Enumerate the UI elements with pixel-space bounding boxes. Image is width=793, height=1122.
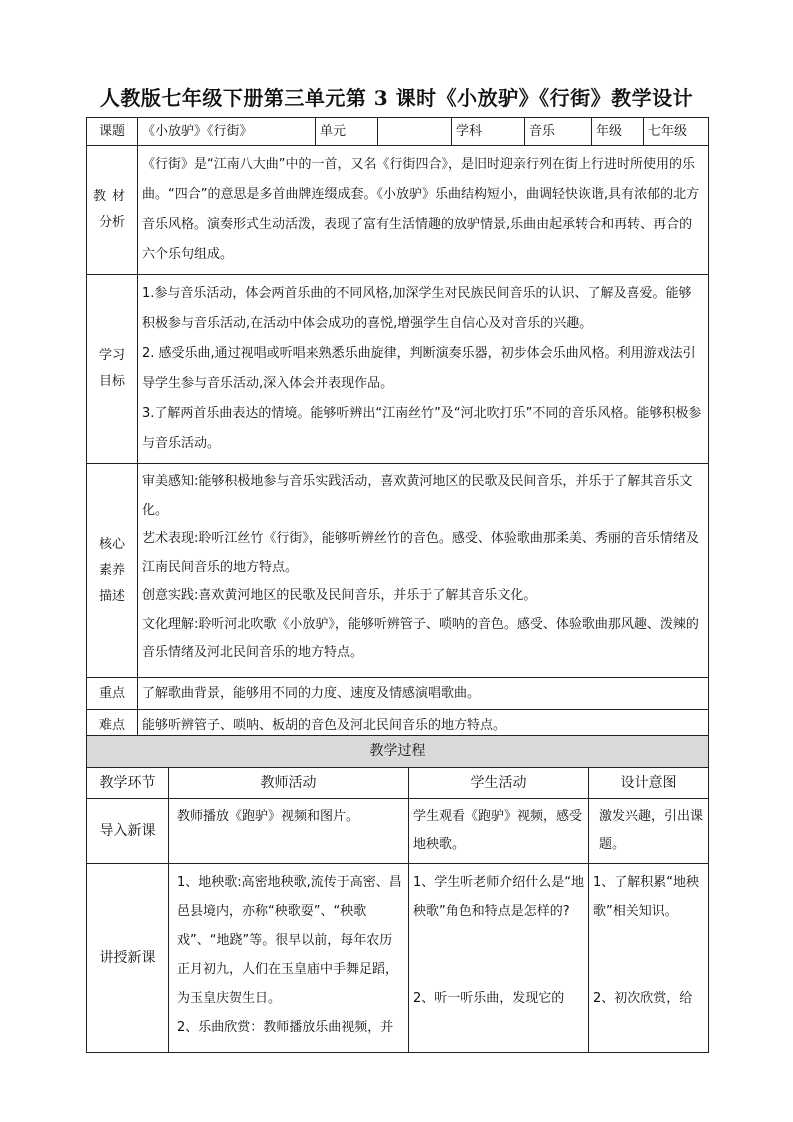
- design-intent: 激发兴趣，引出课题。: [589, 799, 709, 864]
- goal-item: 2. 感受乐曲,通过视唱或听唱来熟悉乐曲旋律，判断演奏乐器，初步体会乐曲风格。利用游戏法引导学生参与音乐活动,深入体会并表现作品。: [142, 346, 696, 391]
- goal-item: 1.参与音乐活动，体会两首乐曲的不同风格,加深学生对民族民间音乐的认识、了解及喜爱。能够积极参与音乐活动,在活动中体会成功的喜悦,增强学生自信心及对音乐的兴趣。: [142, 286, 692, 331]
- topic-value: 《小放驴》《行街》: [138, 118, 316, 146]
- key-point-text: 了解歌曲背景，能够用不同的力度、速度及情感演唱歌曲。: [138, 678, 709, 710]
- teacher-activity: 1、地秧歌:高密地秧歌,流传于高密、昌邑县境内，亦称“秧歌耍”、“秧歌戏”、“地跷”等。很早以前，每年农历正月初九，人们在玉皇庙中手舞足蹈，为玉皇庆贺生日。 2、乐曲欣赏：教师播放乐曲视频，并: [169, 864, 409, 1053]
- teaching-process-table: [86, 735, 709, 1053]
- literacy-item: 审美感知:能够积极地参与音乐实践活动，喜欢黄河地区的民歌及民间音乐，并乐于了解其音乐文化。: [142, 474, 693, 518]
- header-student: 学生活动: [409, 768, 589, 799]
- literacy-item: 创意实践:喜欢黄河地区的民歌及民间音乐，并乐于了解其音乐文化。: [142, 588, 537, 603]
- unit-value: [378, 118, 452, 146]
- analysis-label: 教材 分析: [87, 146, 138, 275]
- subject-value: 音乐: [525, 118, 592, 146]
- student-activity: 1、学生听老师介绍什么是“地秧歌”角色和特点是怎样的? 2、听一听乐曲，发现它的: [409, 864, 589, 1053]
- literacy-label: 核心 素养 描述: [87, 464, 138, 678]
- design-intent: 1、了解积累“地秧歌”相关知识。 2、初次欣赏，给: [589, 864, 709, 1053]
- subject-label: 学科: [452, 118, 525, 146]
- process-title: 教学过程: [87, 736, 709, 768]
- difficulty-label: 难点: [87, 710, 138, 742]
- student-activity: 学生观看《跑驴》视频，感受地秧歌。: [409, 799, 589, 864]
- unit-label: 单元: [316, 118, 378, 146]
- header-intent: 设计意图: [589, 768, 709, 799]
- table-row: [87, 799, 709, 864]
- literacy-item: 文化理解:聆听河北吹歌《小放驴》，能够听辨管子、唢呐的音色。感受、体验歌曲那风趣、泼辣的音乐情绪及河北民间音乐的地方特点。: [142, 616, 699, 660]
- goals-label: 学习 目标: [87, 275, 138, 464]
- header-teacher: 教师活动: [169, 768, 409, 799]
- goal-item: 3.了解两首乐曲表达的情境。能够听辨出“江南丝竹”及“河北吹打乐”不同的音乐风格。能够积极参与音乐活动。: [142, 406, 702, 451]
- goals-list: [138, 275, 709, 464]
- grade-label: 年级: [592, 118, 644, 146]
- teacher-activity: 教师播放《跑驴》视频和图片。: [169, 799, 409, 864]
- lesson-info-table: [86, 117, 709, 742]
- document-title: 人教版七年级下册第三单元第 3 课时《小放驴》《行街》教学设计: [99, 86, 694, 110]
- literacy-list: [138, 464, 709, 678]
- grade-value: 七年级: [644, 118, 709, 146]
- difficulty-text: 能够听辨管子、唢呐、板胡的音色及河北民间音乐的地方特点。: [138, 710, 709, 742]
- literacy-item: 艺术表现:聆听江丝竹《行街》，能够听辨丝竹的音色。感受、体验歌曲那柔美、秀丽的音乐情绪及江南民间音乐的地方特点。: [142, 531, 699, 575]
- table-row: [87, 864, 709, 1053]
- stage-cell: 导入新课: [87, 799, 169, 864]
- header-stage: 教学环节: [87, 768, 169, 799]
- stage-cell: 讲授新课: [87, 864, 169, 1053]
- topic-label: 课题: [87, 118, 138, 146]
- key-point-label: 重点: [87, 678, 138, 710]
- analysis-text: 《行街》是“江南八大曲”中的一首，又名《行街四合》，是旧时迎亲行列在街上行进时所使用的乐曲。“四合”的意思是多首曲牌连缀成套。《小放驴》乐曲结构短小，曲调轻快诙谐,具有浓郁的北方音乐风格。演奏形式生动活泼，表现了富有生活情趣的放驴情景,乐曲由起承转合和再转、再合的六个乐句组成。: [138, 146, 709, 275]
